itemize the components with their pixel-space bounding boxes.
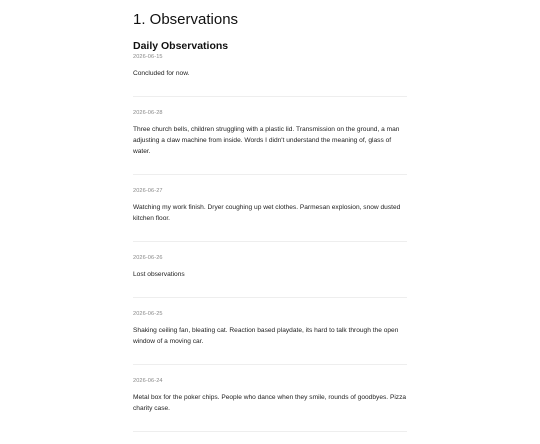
entry-date: 2026-06-24 bbox=[133, 378, 163, 384]
entry-date: 2026-06-27 bbox=[133, 188, 163, 194]
page-title: 1. Observations bbox=[133, 11, 239, 28]
observation-entry bbox=[133, 254, 407, 298]
entry-text: Lost observations bbox=[133, 271, 185, 278]
entry-text: Concluded for now. bbox=[133, 70, 190, 77]
observation-list bbox=[133, 53, 407, 444]
entry-date: 2026-06-25 bbox=[133, 311, 163, 317]
observation-entry bbox=[133, 187, 407, 242]
entry-date: 2026-06-28 bbox=[133, 110, 163, 116]
entry-text: Watching my work finish. Dryer coughing up wet clothes. Parmesan explosion, snow dusted kitchen floor. bbox=[133, 204, 401, 222]
observation-entry bbox=[133, 53, 407, 97]
entry-date: 2026-06-15 bbox=[133, 54, 163, 60]
entry-text: Metal box for the poker chips. People who dance when they smile, rounds of goodbyes. Pizza charity case. bbox=[133, 394, 407, 412]
section-title: Daily Observations bbox=[133, 40, 229, 52]
entry-date: 2026-06-26 bbox=[133, 255, 163, 261]
entry-text: Shaking ceiling fan, bleating cat. Reaction based playdate, its hard to talk through the open window of a moving car. bbox=[133, 327, 399, 345]
entry-text: Three church bells, children struggling with a plastic lid. Transmission on the ground, a man adjusting a claw machine from inside. Words I didn't understand the meaning of, glass of water. bbox=[133, 126, 400, 155]
observation-entry bbox=[133, 310, 407, 365]
observation-entry bbox=[133, 109, 407, 175]
